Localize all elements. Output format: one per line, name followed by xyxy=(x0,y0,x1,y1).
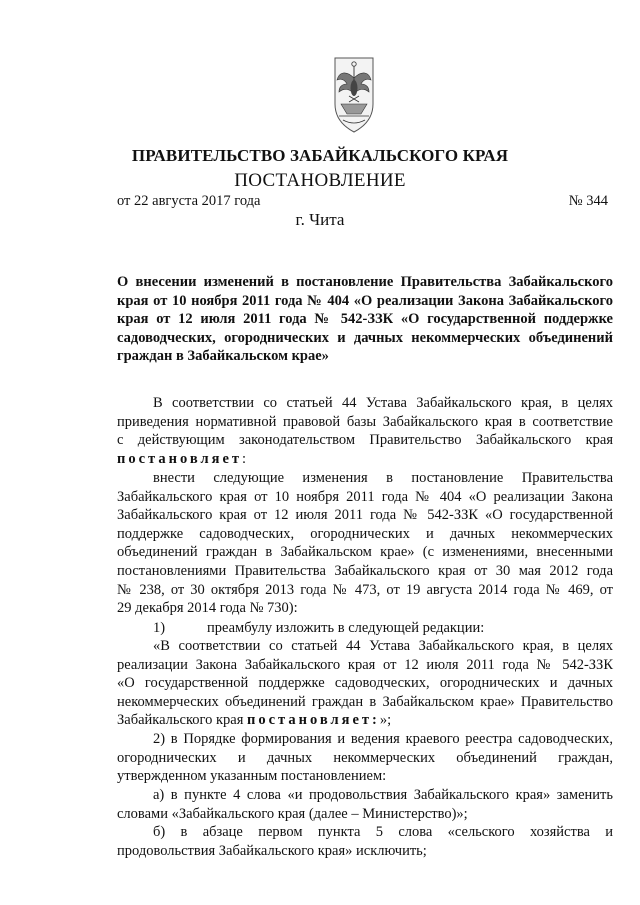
quote-line: «О государственной поддержке садоводческих, огороднических и дачных xyxy=(117,675,613,692)
preamble-paragraph xyxy=(117,394,613,468)
text-line: поддержке садоводческих, огороднических и дачных некоммерческих xyxy=(117,525,613,542)
item-1-text: преамбулу изложить в следующей редакции: xyxy=(207,620,485,636)
subject-line: садоводческих, огороднических и дачных некоммерческих объединений xyxy=(117,329,613,346)
document-date: от 22 августа 2017 года xyxy=(117,193,261,209)
quote-prefix: Забайкальского края xyxy=(117,712,244,729)
subject-line: края от 12 июля 2011 года № 542-ЗЗК «О государственной поддержке xyxy=(117,311,613,328)
coat-of-arms-emblem xyxy=(331,56,377,136)
text-line: 29 декабря 2014 года № 730): xyxy=(117,600,298,617)
text-line: словами «Забайкальского края (далее – Министерство)»; xyxy=(117,805,468,822)
text-line: внести следующие изменения в постановление Правительства xyxy=(153,470,613,486)
government-title: ПРАВИТЕЛЬСТВО ЗАБАЙКАЛЬСКОГО КРАЯ xyxy=(131,146,509,165)
text-line: утвержденном указанным постановлением: xyxy=(117,768,387,785)
document-number: № 344 xyxy=(568,193,608,209)
text-line: с действующим законодательством Правительство Забайкальского края xyxy=(117,432,613,449)
document-city: г. Чита xyxy=(295,210,345,229)
text-line xyxy=(117,450,613,469)
text-line: продовольствия Забайкальского края» исключить; xyxy=(117,842,427,859)
preamble-quote xyxy=(117,637,613,730)
quote-resolves-word: постановляет: xyxy=(247,712,380,729)
text-line: 2) в Порядке формирования и ведения краевого реестра садоводческих, xyxy=(153,731,613,747)
document-type: ПОСТАНОВЛЕНИЕ xyxy=(234,170,406,191)
text-line: б) в абзаце первом пункта 5 слова «сельского хозяйства и xyxy=(153,824,613,840)
colon: : xyxy=(242,450,247,467)
item-1 xyxy=(117,619,613,638)
amendment-paragraph xyxy=(117,469,613,618)
text-line: огороднических и дачных некоммерческих объединений граждан, xyxy=(117,749,613,766)
subject-line: О внесении изменений в постановление Правительства Забайкальского xyxy=(117,274,613,290)
item-1-line xyxy=(117,619,613,638)
text-line: Забайкальского края от 12 июля 2011 года № 542-ЗЗК «О государственной xyxy=(117,507,613,524)
resolves-word: постановляет xyxy=(117,450,243,467)
text-line: Забайкальского края от 10 ноября 2011 года № 404 «О реализации Закона xyxy=(117,488,613,505)
quote-line: «В соответствии со статьей 44 Устава Забайкальского края, в целях xyxy=(153,638,613,654)
item-2 xyxy=(117,730,613,786)
quote-line: некоммерческих объединений граждан в Забайкальском крае» Правительство xyxy=(117,693,613,710)
quote-line xyxy=(117,711,613,730)
item-1-number: 1) xyxy=(153,620,166,636)
text-line: № 238, от 30 октября 2013 года № 473, от 19 августа 2014 года № 469, от xyxy=(117,581,613,598)
text-line: объединений граждан в Забайкальском крае» (с изменениями, внесенными xyxy=(117,544,613,561)
quote-line: реализации Закона Забайкальского края от 12 июля 2011 года № 542-ЗЗК xyxy=(117,656,613,673)
item-2a xyxy=(117,786,613,823)
text-line: постановлениями Правительства Забайкальского края от 30 мая 2012 года xyxy=(117,562,613,579)
text-line: приведения нормативной правовой базы Забайкальского края в соответствие xyxy=(117,413,613,430)
text-line: В соответствии со статьей 44 Устава Забайкальского края, в целях xyxy=(153,395,613,411)
quote-suffix: »; xyxy=(379,712,392,729)
subject-line: края от 10 ноября 2011 года № 404 «О реализации Закона Забайкальского xyxy=(117,292,613,309)
text-line: а) в пункте 4 слова «и продовольствия Забайкальского края» заменить xyxy=(153,787,613,803)
item-2b xyxy=(117,823,613,860)
subject-line: граждан в Забайкальском крае» xyxy=(117,348,329,365)
document-subject xyxy=(117,273,613,366)
